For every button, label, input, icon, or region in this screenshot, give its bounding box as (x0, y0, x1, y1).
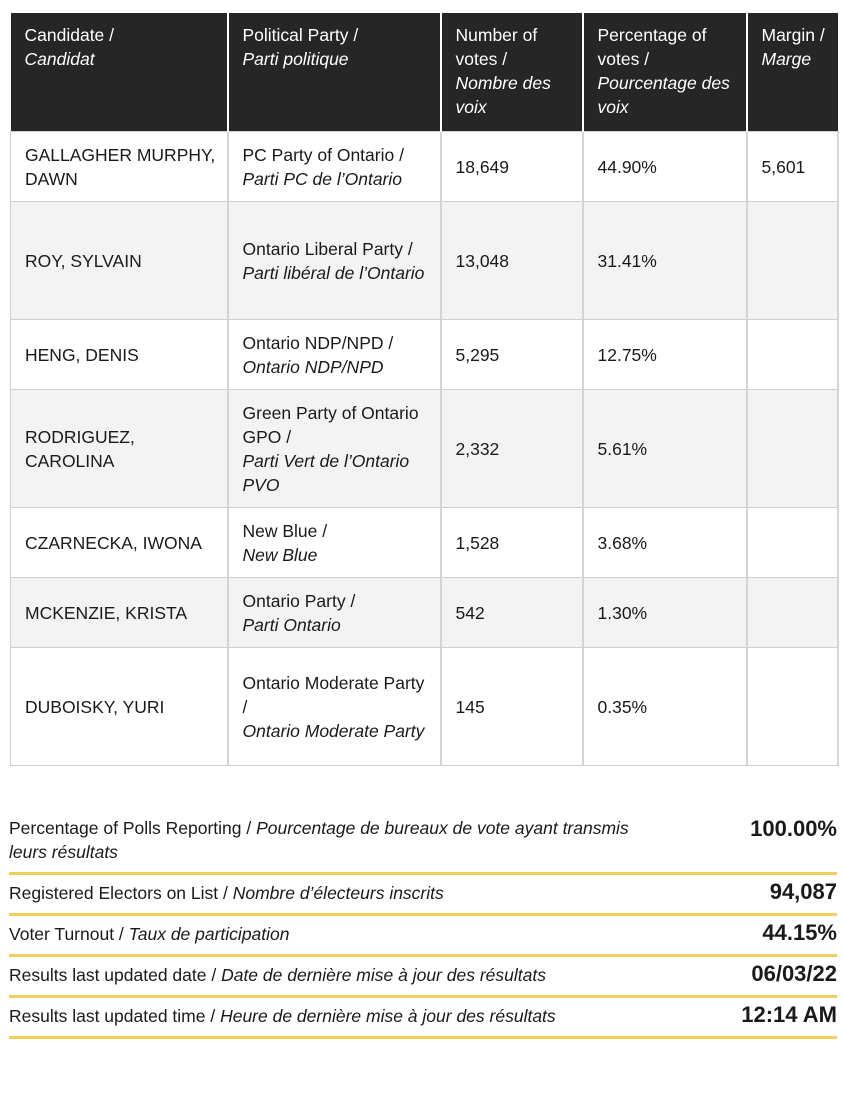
header-margin: Margin / Marge (747, 13, 838, 132)
summary-value: 06/03/22 (751, 961, 837, 986)
table-row (11, 508, 838, 578)
candidate-name: CZARNECKA, IWONA (11, 508, 228, 578)
summary-label: Percentage of Polls Reporting / Pourcentage de bureaux de vote ayant transmis leurs résultats (9, 818, 629, 862)
table-header-row (11, 13, 838, 132)
candidate-name: ROY, SYLVAIN (11, 202, 228, 320)
percent-cell: 12.75% (583, 320, 747, 390)
summary-last-updated-date (9, 957, 837, 998)
party-cell: Green Party of Ontario GPO / Parti Vert de l’Ontario PVO (228, 390, 441, 508)
summary-label: Results last updated date / Date de dernière mise à jour des résultats (9, 965, 546, 985)
candidate-name: HENG, DENIS (11, 320, 228, 390)
summary-last-updated-time (9, 998, 837, 1039)
margin-cell (747, 390, 838, 508)
percent-cell: 31.41% (583, 202, 747, 320)
table-row (11, 648, 838, 766)
candidate-name: DUBOISKY, YURI (11, 648, 228, 766)
summary-label: Registered Electors on List / Nombre d’électeurs inscrits (9, 883, 444, 903)
party-cell: Ontario Moderate Party / Ontario Moderate Party (228, 648, 441, 766)
header-votes: Number of votes / Nombre des voix (441, 13, 583, 132)
votes-cell: 5,295 (441, 320, 583, 390)
margin-cell (747, 648, 838, 766)
votes-cell: 1,528 (441, 508, 583, 578)
summary-label: Voter Turnout / Taux de participation (9, 924, 290, 944)
votes-cell: 2,332 (441, 390, 583, 508)
party-cell: Ontario NDP/NPD / Ontario NDP/NPD (228, 320, 441, 390)
party-cell: PC Party of Ontario / Parti PC de l’Ontario (228, 132, 441, 202)
summary-value: 12:14 AM (741, 1002, 837, 1027)
margin-cell (747, 508, 838, 578)
candidate-name: GALLAGHER MURPHY, DAWN (11, 132, 228, 202)
header-candidate: Candidate / Candidat (11, 13, 228, 132)
margin-cell (747, 578, 838, 648)
table-row (11, 202, 838, 320)
percent-cell: 3.68% (583, 508, 747, 578)
votes-cell: 145 (441, 648, 583, 766)
percent-cell: 5.61% (583, 390, 747, 508)
percent-cell: 0.35% (583, 648, 747, 766)
margin-cell (747, 202, 838, 320)
summary-value: 100.00% (750, 816, 837, 841)
percent-cell: 1.30% (583, 578, 747, 648)
summary-registered-electors (9, 875, 837, 916)
summary-value: 44.15% (762, 920, 837, 945)
candidate-name: MCKENZIE, KRISTA (11, 578, 228, 648)
party-cell: Ontario Party / Parti Ontario (228, 578, 441, 648)
table-row (11, 320, 838, 390)
results-summary (9, 812, 837, 1039)
votes-cell: 542 (441, 578, 583, 648)
header-party: Political Party / Parti politique (228, 13, 441, 132)
summary-polls-reporting (9, 812, 837, 875)
percent-cell: 44.90% (583, 132, 747, 202)
table-row (11, 578, 838, 648)
summary-value: 94,087 (769, 879, 837, 904)
party-cell: Ontario Liberal Party / Parti libéral de l’Ontario (228, 202, 441, 320)
margin-cell: 5,601 (747, 132, 838, 202)
party-cell: New Blue / New Blue (228, 508, 441, 578)
summary-voter-turnout (9, 916, 837, 957)
header-percentage: Percentage of votes / Pourcentage des voix (583, 13, 747, 132)
table-row (11, 132, 838, 202)
table-row (11, 390, 838, 508)
votes-cell: 13,048 (441, 202, 583, 320)
results-table (10, 13, 839, 766)
summary-label: Results last updated time / Heure de dernière mise à jour des résultats (9, 1006, 556, 1026)
margin-cell (747, 320, 838, 390)
votes-cell: 18,649 (441, 132, 583, 202)
candidate-name: RODRIGUEZ, CAROLINA (11, 390, 228, 508)
